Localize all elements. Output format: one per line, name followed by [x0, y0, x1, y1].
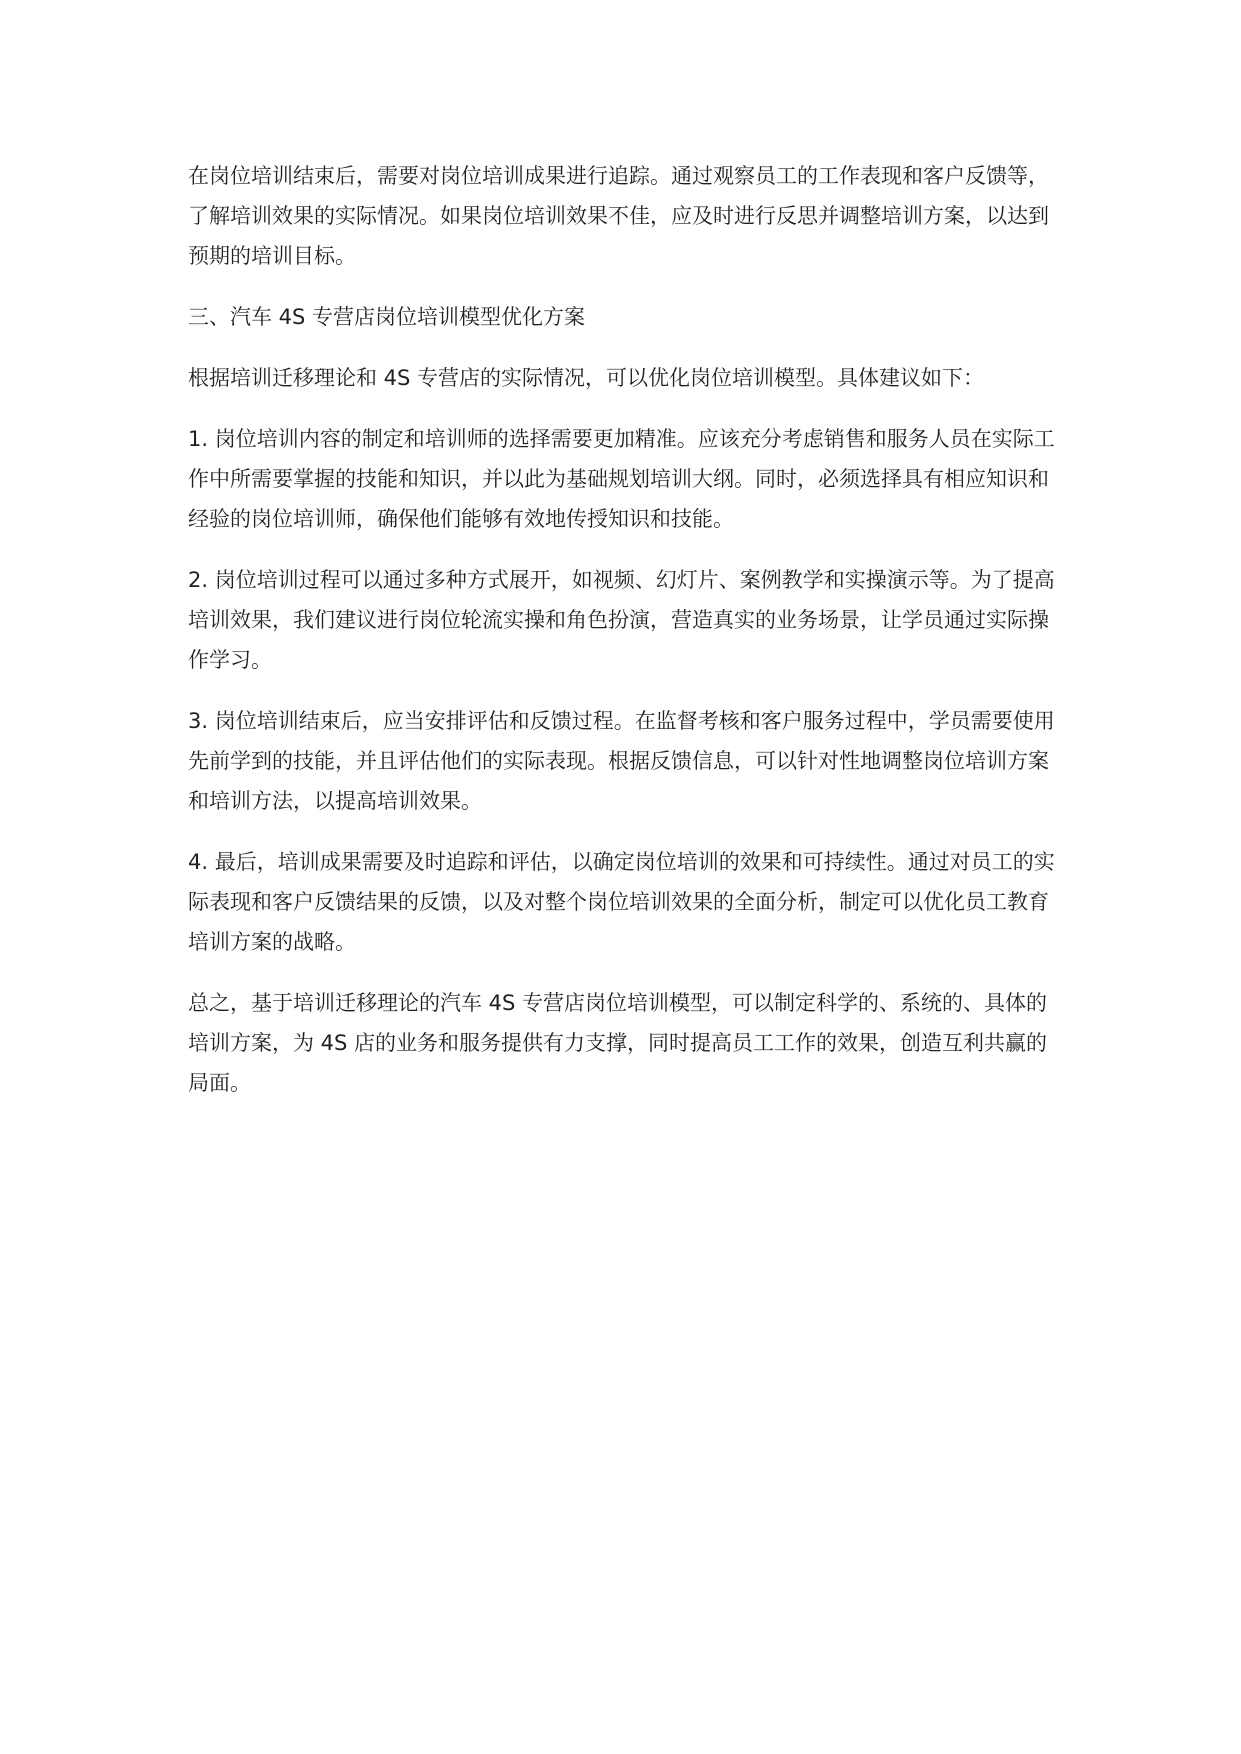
paragraph-intro-suggestions: 根据培训迁移理论和 4S 专营店的实际情况，可以优化岗位培训模型。具体建议如下： — [188, 366, 985, 390]
list-item-4: 4. 最后，培训成果需要及时追踪和评估，以确定岗位培训的效果和可持续性。通过对员工的实际表现和客户反馈结果的反馈，以及对整个岗位培训效果的全面分析，制定可以优化员工教育培训方案的战略。 — [188, 850, 1055, 954]
document-body — [188, 156, 1058, 1124]
paragraph-conclusion: 总之，基于培训迁移理论的汽车 4S 专营店岗位培训模型，可以制定科学的、系统的、具体的培训方案，为 4S 店的业务和服务提供有力支撑，同时提高员工工作的效果，创造互利共赢的局面。 — [188, 991, 1048, 1095]
section-heading-optimization: 三、汽车 4S 专营店岗位培训模型优化方案 — [188, 305, 586, 329]
list-item-2: 2. 岗位培训过程可以通过多种方式展开，如视频、幻灯片、案例教学和实操演示等。为了提高培训效果，我们建议进行岗位轮流实操和角色扮演，营造真实的业务场景，让学员通过实际操作学习。 — [188, 568, 1055, 672]
list-item-3: 3. 岗位培训结束后，应当安排评估和反馈过程。在监督考核和客户服务过程中，学员需要使用先前学到的技能，并且评估他们的实际表现。根据反馈信息，可以针对性地调整岗位培训方案和培训方法，以提高培训效果。 — [188, 709, 1055, 813]
paragraph-training-tracking: 在岗位培训结束后，需要对岗位培训成果进行追踪。通过观察员工的工作表现和客户反馈等，了解培训效果的实际情况。如果岗位培训效果不佳，应及时进行反思并调整培训方案，以达到预期的培训目标。 — [188, 164, 1049, 268]
list-item-1: 1. 岗位培训内容的制定和培训师的选择需要更加精准。应该充分考虑销售和服务人员在实际工作中所需要掌握的技能和知识，并以此为基础规划培训大纲。同时，必须选择具有相应知识和经验的岗位培训师，确保他们能够有效地传授知识和技能。 — [188, 427, 1055, 531]
